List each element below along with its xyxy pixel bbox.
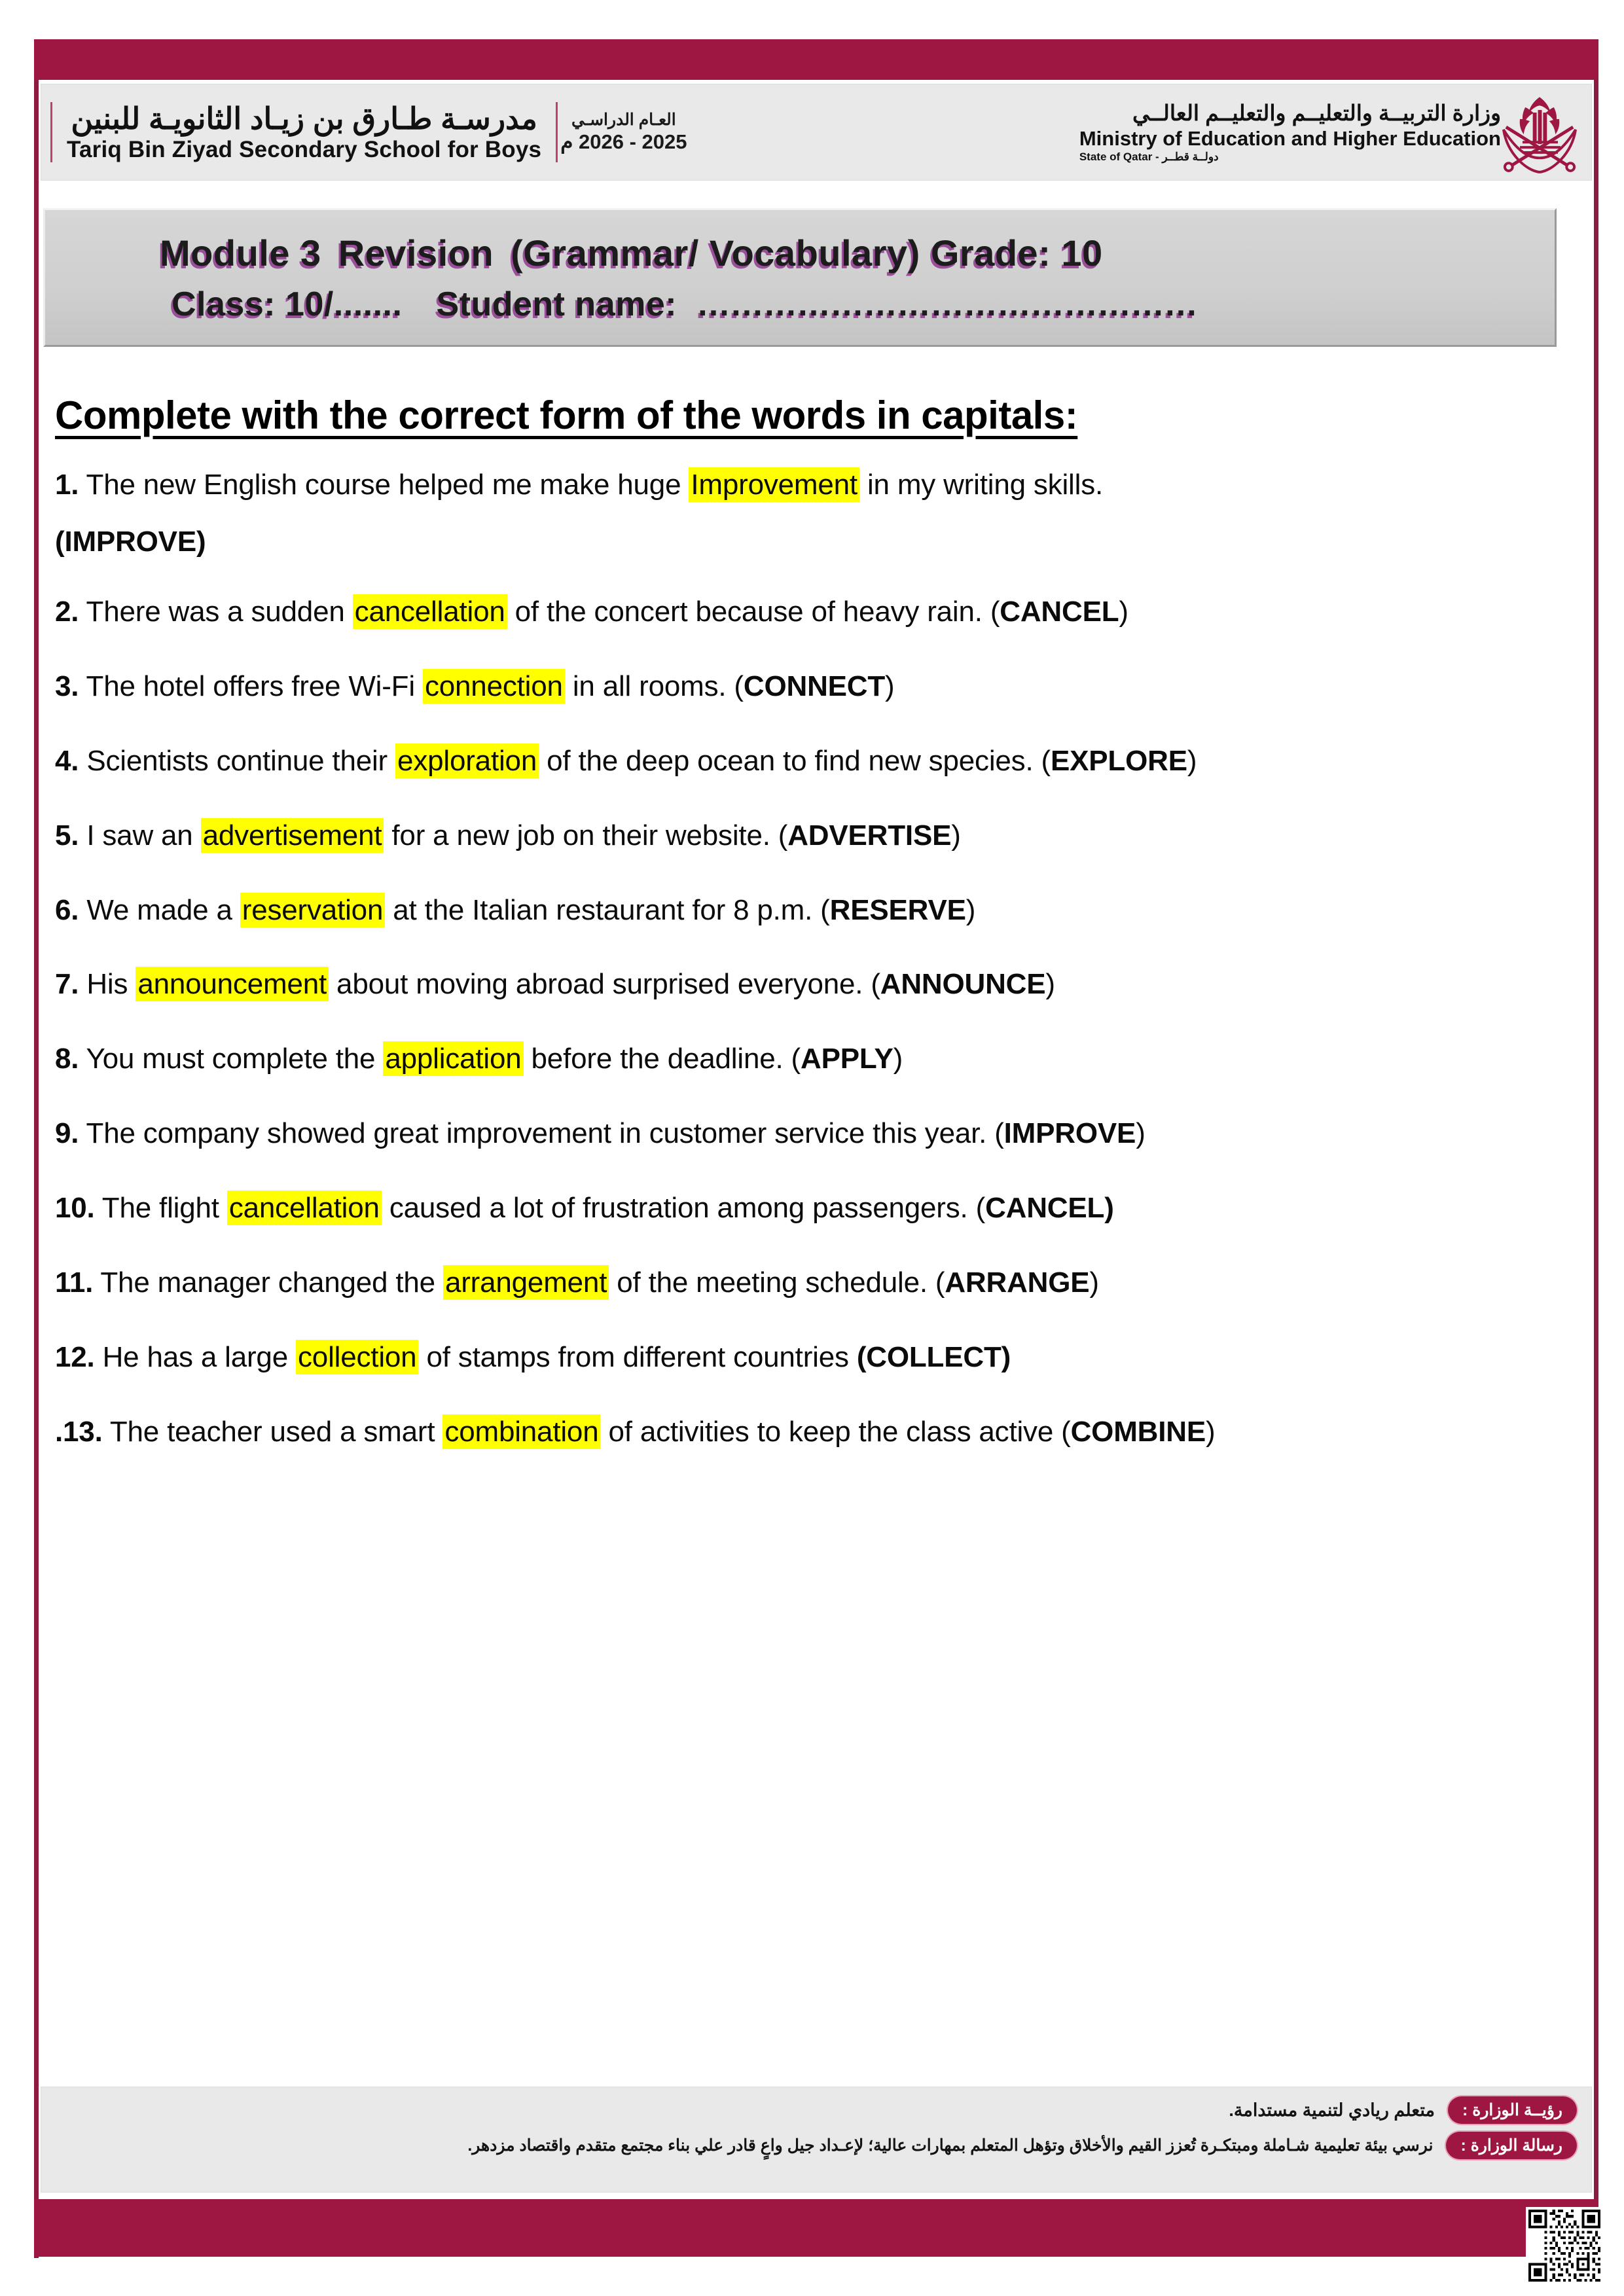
question-text-before: You must complete the [79,1043,384,1075]
question-number: 3. [55,670,79,702]
question-text-after: of stamps from different countries [418,1340,857,1373]
school-name-arabic: مدرسـة طـارق بن زيـاد الثانويـة للبنين [71,101,537,136]
question-text-after: before the deadline. ( [523,1043,801,1075]
question-item [55,1042,1562,1076]
cue-word: CANCEL [1000,595,1119,628]
question-number: 5. [55,819,79,852]
ministry-name-english: Ministry of Education and Higher Education [1079,127,1501,150]
cue-tail: ) [893,1043,903,1075]
question-text-before: Scientists continue their [79,744,396,777]
mission-badge: رسالة الوزارة : [1446,2132,1577,2159]
question-number: 2. [55,595,79,628]
cue-paren-improve: (IMPROVE) [55,525,206,558]
cue-word: CANCEL) [985,1192,1114,1225]
answer-highlight[interactable]: advertisement [201,818,384,853]
question-cue-word [55,526,1562,558]
question-text-after: in all rooms. ( [564,670,744,702]
cue-word: EXPLORE [1050,744,1187,777]
divider-rule [556,102,558,162]
ministry-identity-block [1068,91,1582,173]
question-text-after: in my writing skills. [859,469,1104,501]
question-item [55,1117,1562,1151]
cue-tail: ) [1187,744,1197,777]
answer-highlight[interactable]: arrangement [443,1265,609,1300]
answer-highlight[interactable]: collection [296,1340,418,1374]
academic-year [558,110,698,154]
question-item [55,1191,1562,1225]
question-item [55,1266,1562,1300]
cue-word: COMBINE [1070,1415,1206,1448]
ministry-footer [41,2087,1592,2193]
question-text-after: for a new job on their website. ( [384,819,788,852]
question-number: 11. [55,1266,94,1299]
ministry-mission-row [56,2132,1577,2159]
cue-word: APPLY [801,1043,893,1075]
question-item [55,595,1562,629]
question-number: 6. [55,893,79,926]
answer-highlight[interactable]: cancellation [227,1191,382,1225]
cue-tail: ) [1119,595,1128,628]
school-name-english: Tariq Bin Ziyad Secondary School for Boys [67,137,542,163]
academic-year-value: 2025 - 2026 م [560,130,687,154]
answer-highlight[interactable]: announcement [135,967,329,1001]
question-text-before: I saw an [79,819,201,852]
ministry-name-arabic: وزارة التربيــة والتعليــم والتعليــم العالــي [1132,101,1501,126]
letterhead [41,84,1592,181]
question-number: 9. [55,1117,79,1150]
question-text-before: The hotel offers free Wi-Fi [79,670,423,702]
vision-statement: متعلم ريادي لتنمية مستدامة. [1229,2100,1435,2120]
question-item [55,1415,1562,1449]
answer-highlight[interactable]: application [383,1041,523,1076]
cue-word: (COLLECT) [856,1340,1011,1373]
cue-tail: ) [951,819,961,852]
school-name-block [52,101,556,164]
question-item [55,670,1562,704]
question-number: 12. [55,1340,95,1373]
qr-code-icon[interactable] [1526,2207,1603,2284]
question-item [55,468,1562,502]
question-item [55,819,1562,853]
question-text-after: at the Italian restaurant for 8 p.m. ( [385,893,830,926]
class-field-label: Class: 10/....... [171,285,403,323]
question-text-before: The teacher used a smart [102,1415,443,1448]
cue-tail: ) [965,893,976,926]
qatar-emblem-icon [1501,91,1578,173]
question-text-before: The manager changed the [93,1266,443,1299]
question-item [55,967,1562,1001]
school-identity-block [50,101,699,164]
cue-tail: ) [1045,968,1055,1001]
question-number: 10. [55,1192,95,1225]
divider-rule-2 [50,102,52,162]
worksheet-title-banner [43,208,1557,347]
student-name-blank[interactable]: ……………………………………… [696,285,1197,323]
question-text-after: about moving abroad surprised everyone. ( [329,968,880,1001]
question-number: 1. [55,469,79,501]
worksheet-title-line-2 [160,285,1555,324]
question-number: 7. [55,968,79,1001]
question-item [55,1340,1562,1374]
question-text-before: The company showed great improvement in customer service this year. ( [79,1117,1004,1150]
cue-tail: ) [885,670,895,702]
vision-badge: رؤيــة الوزارة : [1448,2096,1577,2124]
cue-word: CONNECT [743,670,886,702]
question-text-before: He has a large [94,1340,296,1373]
cue-word: IMPROVE [1003,1117,1136,1150]
question-number: 4. [55,744,79,777]
question-text-after: caused a lot of frustration among passengers. ( [381,1192,986,1225]
cue-tail: ) [1089,1266,1099,1299]
mission-statement: نرسي بيئة تعليمية شـاملة ومبتكـرة تُعزز القيم والأخلاق وتؤهل المتعلم بمهارات عالية؛ لإعـداد جيل واعٍ قادر علي بناء مجتمع متقدم واقتصاد مزدهر. [467,2136,1434,2155]
ministry-text-block [1068,100,1501,164]
question-number: .13. [55,1415,103,1448]
question-text-before: His [79,968,136,1001]
cue-word: RESERVE [829,893,966,926]
cue-word: ANNOUNCE [880,968,1046,1001]
state-of-qatar-label: دولــة قطــر - State of Qatar [1079,151,1219,164]
question-text-before: The new English course helped me make huge [79,469,689,501]
academic-year-label: العـام الدراسـي [571,110,676,129]
question-text-before: There was a sudden [79,595,353,628]
cue-tail: ) [1136,1117,1146,1150]
question-text-after: of the deep ocean to find new species. ( [539,744,1051,777]
answer-highlight[interactable]: reservation [240,893,385,927]
revision-label: Revision [338,232,494,274]
top-accent-bar [34,39,1598,80]
answer-highlight[interactable]: exploration [395,744,539,778]
question-text-after: of the concert because of heavy rain. ( [507,595,1000,628]
question-text-before: The flight [94,1192,227,1225]
question-text-after: of the meeting schedule. ( [609,1266,945,1299]
answer-highlight[interactable]: cancellation [353,594,507,629]
grade-label: Grade: 10 [930,232,1103,274]
ministry-vision-row [56,2096,1577,2124]
cue-word: ARRANGE [945,1266,1090,1299]
question-number: 8. [55,1043,79,1075]
question-item [55,744,1562,778]
student-name-label: Student name: [436,285,677,323]
question-item [55,893,1562,927]
question-text-after: of activities to keep the class active ( [600,1415,1071,1448]
subject-scope-label: (Grammar/ Vocabulary) [511,232,920,274]
worksheet-title-line-1 [160,232,1555,274]
module-label: Module 3 [160,232,321,274]
bottom-accent-bar [34,2199,1598,2257]
worksheet-body [43,393,1562,1490]
question-text-before: We made a [79,893,240,926]
instruction-heading: Complete with the correct form of the words in capitals: [55,393,1078,437]
cue-tail: ) [1206,1415,1216,1448]
cue-word: ADVERTISE [787,819,952,852]
answer-highlight[interactable]: combination [442,1414,600,1449]
answer-highlight[interactable]: Improvement [689,467,859,502]
answer-highlight[interactable]: connection [423,669,565,704]
